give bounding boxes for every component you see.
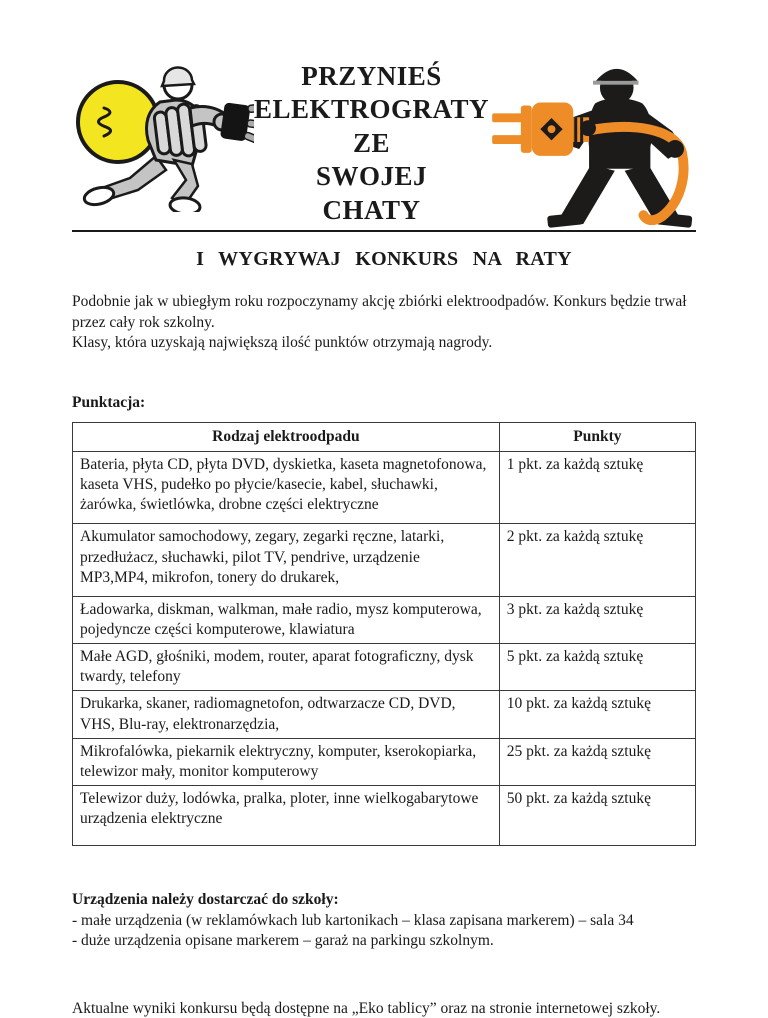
row-type-cell: Mikrofalówka, piekarnik elektryczny, komputer, kserokopiarka, telewizor mały, monitor komputerowy	[73, 738, 500, 785]
row-points-cell: 50 pkt. za każdą sztukę	[499, 785, 695, 845]
row-points-cell: 25 pkt. za każdą sztukę	[499, 738, 695, 785]
poster-title-line-2: ELEKTROGRATY	[254, 94, 490, 125]
table-row	[73, 596, 696, 643]
column-header-type: Rodzaj elektroodpadu	[73, 422, 500, 451]
delivery-section	[72, 890, 696, 952]
delivery-line-large: - duże urządzenia opisane markerem – garaż na parkingu szkolnym.	[72, 932, 494, 950]
row-type-cell: Telewizor duży, lodówka, pralka, ploter, inne wielkogabarytowe urządzenia elektryczne	[73, 785, 500, 845]
delivery-line-small: - małe urządzenia (w reklamówkach lub kartonikach – klasa zapisana markerem) – sala 34	[72, 911, 634, 929]
poster-title-line-4: SWOJEJ	[316, 161, 428, 192]
column-header-points: Punkty	[499, 422, 695, 451]
row-points-cell: 10 pkt. za każdą sztukę	[499, 691, 695, 738]
row-points-cell: 1 pkt. za każdą sztukę	[499, 451, 695, 523]
row-type-cell: Akumulator samochodowy, zegary, zegarki ręczne, latarki, przedłużacz, słuchawki, pilot TV, pendrive, urządzenie MP3,MP4, mikrofon, tonery do drukarek,	[73, 524, 500, 596]
row-type-cell: Bateria, płyta CD, płyta DVD, dyskietka, kaseta magnetofonowa, kaseta VHS, pudełko po płycie/kasecie, kabel, słuchawki, żarówka, świetlówka, drobne części elektryczne	[73, 451, 500, 523]
poster-header	[72, 56, 696, 230]
row-points-cell: 5 pkt. za każdą sztukę	[499, 644, 695, 691]
table-row	[73, 644, 696, 691]
poster-title-line-5: CHATY	[322, 194, 421, 225]
table-row	[73, 785, 696, 845]
delivery-heading: Urządzenia należy dostarczać do szkoły:	[72, 891, 339, 909]
table-header-row	[73, 422, 696, 451]
points-heading: Punktacja:	[72, 393, 146, 411]
row-type-cell: Drukarka, skaner, radiomagnetofon, odtwarzacze CD, DVD, VHS, Blu-ray, elektronarzędzia,	[73, 691, 500, 738]
intro-paragraph-1: Podobnie jak w ubiegłym roku rozpoczynamy akcję zbiórki elektroodpadów. Konkurs będzie trwał przez cały rok szkolny.	[72, 293, 687, 331]
row-points-cell: 2 pkt. za każdą sztukę	[499, 524, 695, 596]
row-type-cell: Małe AGD, głośniki, modem, router, aparat fotograficzny, dysk twardy, telefony	[73, 644, 500, 691]
table-row	[73, 738, 696, 785]
poster-title	[254, 56, 489, 227]
contest-subtitle: I WYGRYWAJ KONKURS NA RATY	[196, 248, 572, 270]
results-note: Aktualne wyniki konkursu będą dostępne na „Eko tablicy” oraz na stronie internetowej szkoły.	[72, 1000, 661, 1018]
running-man-lightbulb-icon	[72, 60, 254, 212]
table-row	[73, 691, 696, 738]
table-row	[73, 451, 696, 523]
table-row	[73, 524, 696, 596]
poster-title-line-1: PRZYNIEŚ	[301, 61, 442, 91]
electrician-plug-icon	[489, 56, 701, 232]
row-points-cell: 3 pkt. za każdą sztukę	[499, 596, 695, 643]
intro-paragraph-2: Klasy, która uzyskają największą ilość punktów otrzymają nagrody.	[72, 334, 493, 352]
poster-title-line-3: ZE	[353, 127, 391, 158]
points-table	[72, 422, 696, 846]
row-type-cell: Ładowarka, diskman, walkman, małe radio, mysz komputerowa, pojedyncze części komputerowe, klawiatura	[73, 596, 500, 643]
intro-section	[72, 292, 696, 354]
